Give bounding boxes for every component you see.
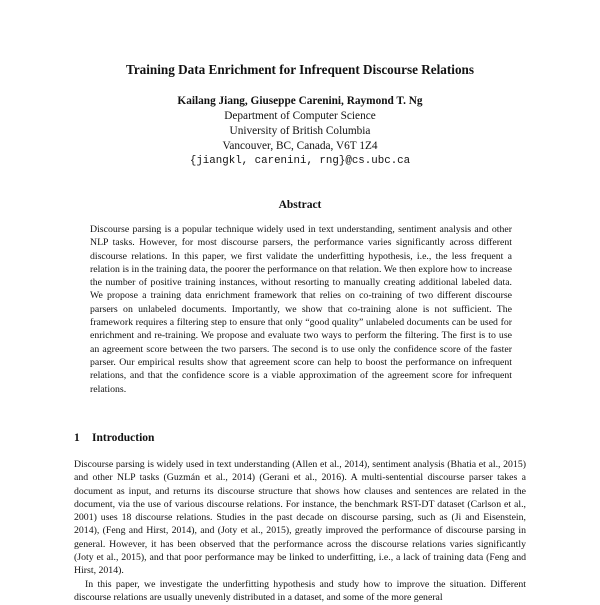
section-number: 1 <box>74 432 80 444</box>
author-location: Vancouver, BC, Canada, V6T 1Z4 <box>222 140 378 152</box>
intro-paragraph-1: Discourse parsing is widely used in text understanding (Allen et al., 2014), sentiment analysis (Bhatia et al., 2015) and other NLP tasks (Guzmán et al., 2014) (Gerani et al., 2016). A multi-sentential discourse parser takes a document as input, and returns its discourse structure that shows how clauses and sentences are related in the document, via the use of various discourse relations. For instance, the benchmark RST-DT dataset (Carlson et al., 2001) uses 18 discourse relations. Studies in the past decade on discourse parsing, such as (Ji and Eisenstein, 2014), (Feng and Hirst, 2014), and (Joty et al., 2015), greatly improved the performance of discourse parsing in general. However, it has been observed that the performance across the discourse relations varies significantly (Joty et al., 2015), and that poor performance may be linked to underfitting, i.e., a lack of training data (Feng and Hirst, 2014). <box>74 459 526 577</box>
abstract-text: Discourse parsing is a popular technique widely used in text understanding, sentiment analysis and other NLP tasks. However, for most discourse parsers, the performance varies significantly across different discourse relations. In this paper, we first validate the underfitting hypothesis, i.e., the less frequent a relation is in the training data, the poorer the performance on that relation. We then explore how to increase the number of positive training instances, without resorting to manually creating additional labeled data. We propose a training data enrichment framework that relies on co-training of two different discourse parsers on unlabeled documents. Importantly, we show that co-training alone is not sufficient. The framework requires a filtering step to ensure that only “good quality” unlabeled documents can be used for enrichment and re-training. We propose and evaluate two ways to perform the filtering. The first is to use an agreement score between the two parsers. The second is to use only the confidence score of the faster parser. Our empirical results show that agreement score can help to boost the performance on infrequent relations, and that the confidence score is a viable approximation of the agreement score for infrequent relations. <box>90 224 512 395</box>
author-block <box>0 94 600 169</box>
author-university: University of British Columbia <box>229 125 371 137</box>
author-email: {jiangkl, carenini, rng}@cs.ubc.ca <box>189 155 411 167</box>
abstract-heading: Abstract <box>278 199 322 211</box>
author-department: Department of Computer Science <box>224 110 376 122</box>
intro-paragraph-2: In this paper, we investigate the underfitting hypothesis and study how to improve the situation. Different discourse relations are usually unevenly distributed in a dataset, and some of the more general <box>74 579 526 604</box>
section-heading <box>74 432 154 444</box>
section-title: Introduction <box>92 432 155 444</box>
paper-title: Training Data Enrichment for Infrequent Discourse Relations <box>126 62 474 77</box>
author-names: Kailang Jiang, Giuseppe Carenini, Raymond T. Ng <box>177 95 423 107</box>
